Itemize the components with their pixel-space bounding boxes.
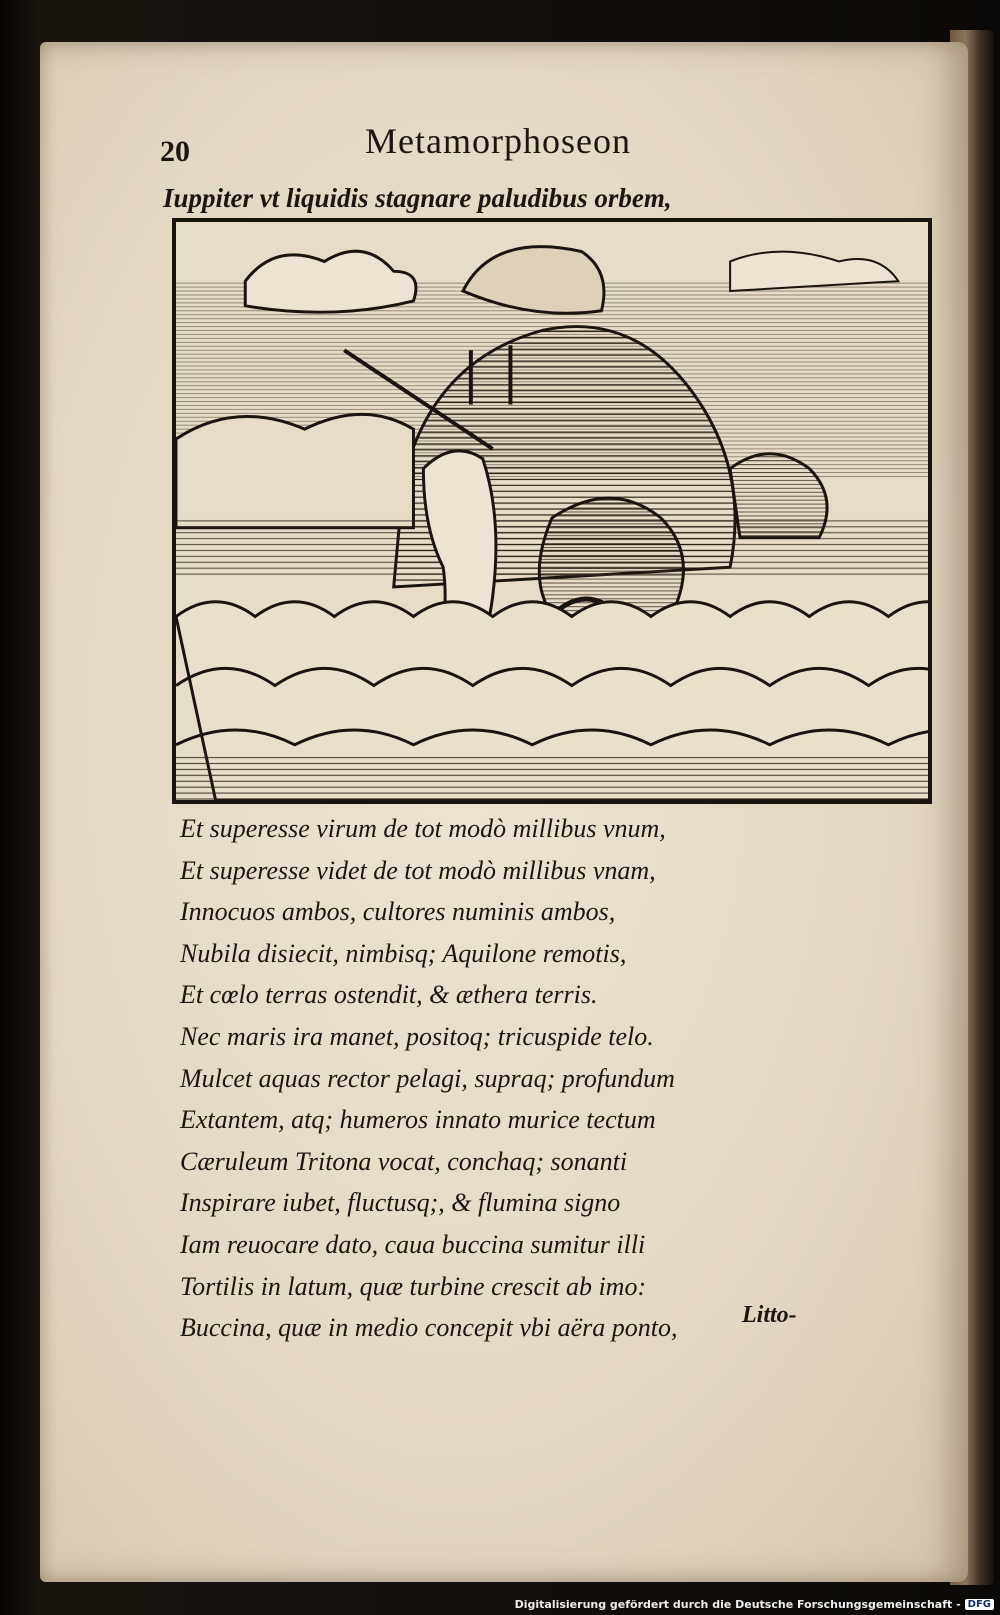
verse-line: Nec maris ira manet, positoq; tricuspide telo. (180, 1021, 654, 1051)
verse-first-line: Iuppiter vt liquidis stagnare paludibus orbem, (163, 183, 672, 213)
verse-line: Nubila disiecit, nimbisq; Aquilone remotis, (180, 938, 627, 968)
page-number: 20 (160, 135, 190, 168)
catchword: Litto- (742, 1302, 797, 1328)
woodcut-illustration (172, 218, 932, 804)
verse-list (180, 808, 800, 1349)
verse-line: Mulcet aquas rector pelagi, supraq; profundum (180, 1063, 675, 1093)
verse-line: Inspirare iubet, fluctusq;, & flumina signo (180, 1188, 621, 1218)
verse-line: Et superesse videt de tot modò millibus vnam, (180, 855, 656, 885)
woodcut-engraving (176, 222, 928, 800)
verse-line: Et cœlo terras ostendit, & æthera terris. (180, 980, 598, 1010)
verse-line: Et superesse virum de tot modò millibus vnum, (180, 814, 666, 843)
verse-line: Cæruleum Tritona vocat, conchaq; sonanti (180, 1146, 628, 1176)
verse-line: Innocuos ambos, cultores numinis ambos, (180, 897, 616, 927)
verse-line: Iam reuocare dato, caua buccina sumitur illi (180, 1229, 646, 1259)
running-title: Metamorphoseon (365, 121, 631, 161)
dfg-logo: DFG (965, 1599, 994, 1610)
verse-line: Buccina, quæ in medio concepit vbi aëra ponto, (180, 1313, 678, 1343)
footer-bar (0, 1594, 1000, 1615)
verse-line: Tortilis in latum, quæ turbine crescit ab imo: (180, 1271, 647, 1301)
digitization-credit: Digitalisierung gefördert durch die Deutsche Forschungsgemeinschaft - (514, 1598, 961, 1611)
verse-line: Extantem, atq; humeros innato murice tectum (180, 1105, 656, 1135)
